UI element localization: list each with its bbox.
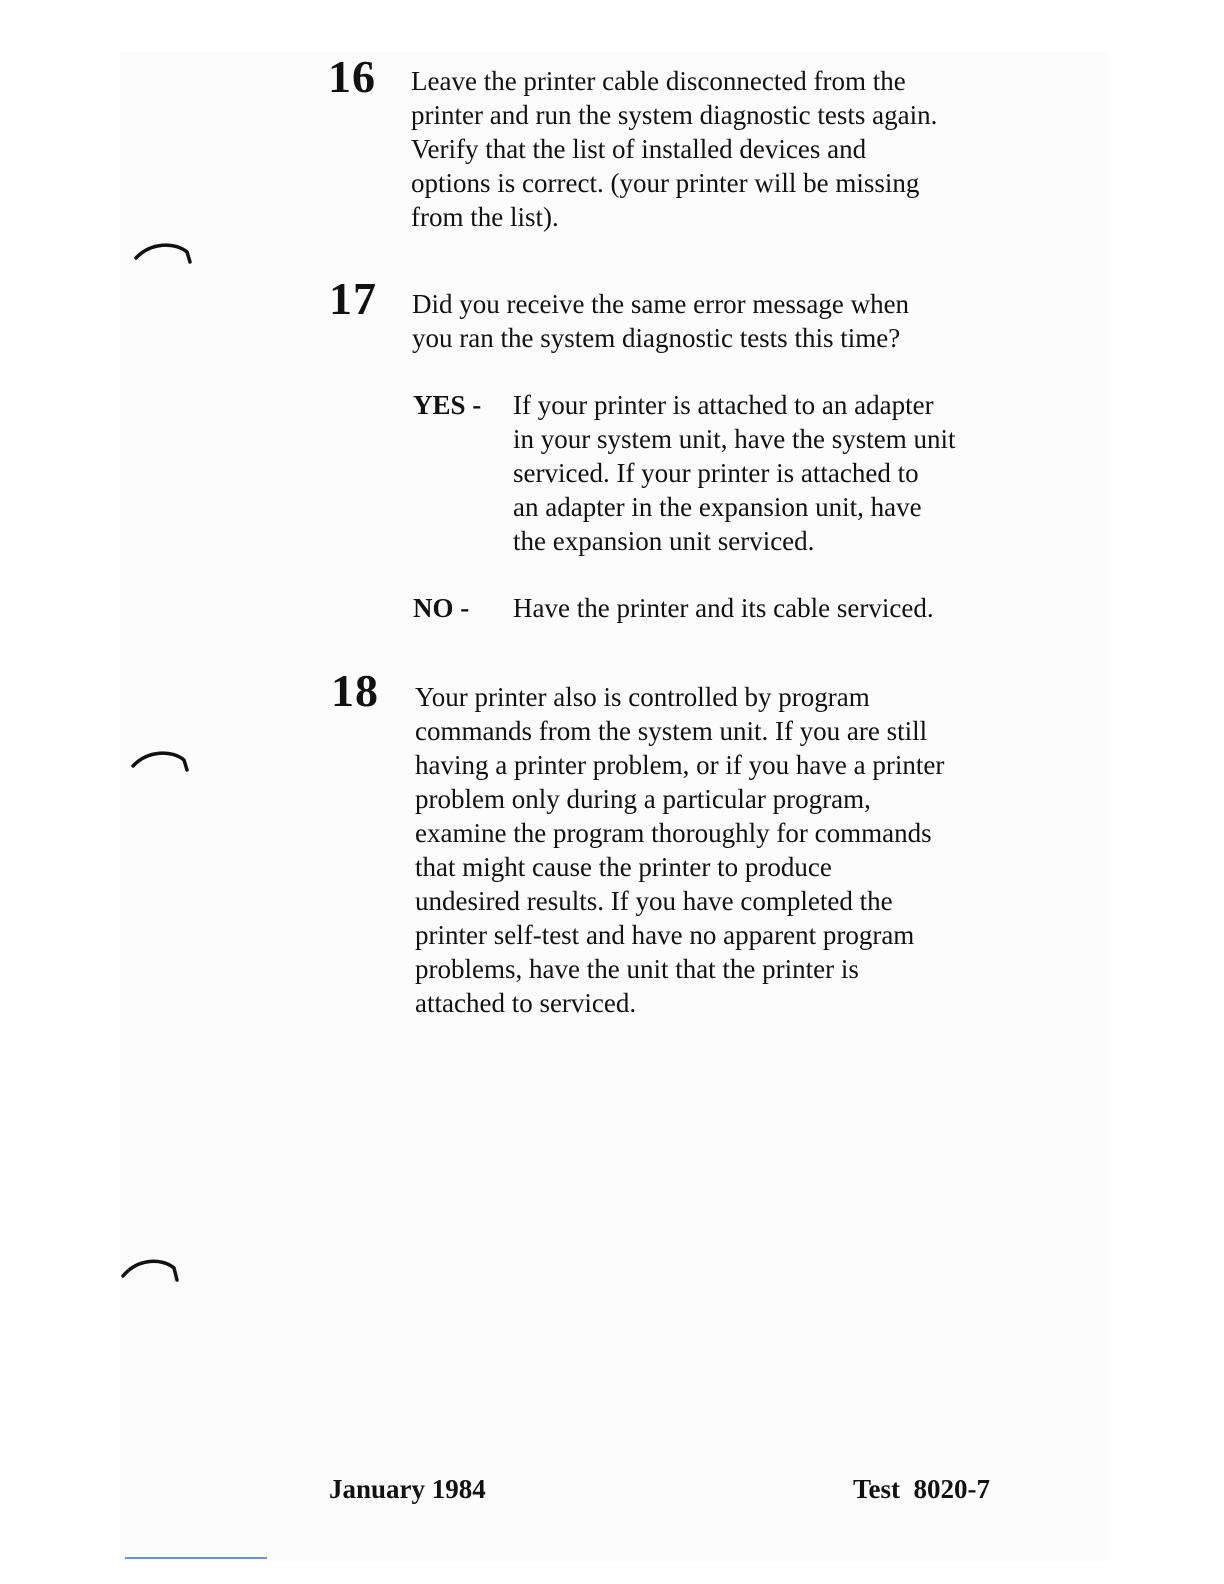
step-number: 16: [328, 51, 376, 102]
footer-date: January 1984: [329, 1474, 486, 1504]
text-line: attached to serviced.: [415, 988, 637, 1018]
text-line: Leave the printer cable disconnected from the: [411, 66, 906, 96]
text-line: in your system unit, have the system unit: [513, 424, 956, 454]
binder-hole-mark-icon: [130, 744, 190, 774]
text-line: an adapter in the expansion unit, have: [513, 492, 922, 522]
yes-option-label: YES -: [413, 390, 482, 420]
text-line: that might cause the printer to produce: [415, 852, 832, 882]
text-line: problems, have the unit that the printer is: [415, 954, 859, 984]
footer-page-reference: Test 8020-7: [853, 1474, 991, 1504]
text-line: you ran the system diagnostic tests this time?: [412, 323, 901, 353]
step-17-text: [412, 287, 909, 355]
text-line: problem only during a particular program,: [415, 784, 871, 814]
binder-hole-mark-icon: [133, 236, 193, 266]
scan-edge-rule: [125, 1557, 267, 1559]
text-line: the expansion unit serviced.: [513, 526, 815, 556]
text-line: undesired results. If you have completed the: [415, 886, 893, 916]
text-line: commands from the system unit. If you are still: [415, 716, 928, 746]
text-line: printer and run the system diagnostic tests again.: [411, 100, 938, 130]
text-line: options is correct. (your printer will be missing: [411, 168, 920, 198]
step-number: 18: [331, 665, 379, 716]
text-line: having a printer problem, or if you have a printer: [415, 750, 945, 780]
text-line: examine the program thoroughly for commands: [415, 818, 932, 848]
no-option-label: NO -: [413, 593, 470, 623]
yes-option-text: [513, 388, 955, 558]
text-line: printer self-test and have no apparent program: [415, 920, 915, 950]
text-line: Your printer also is controlled by program: [415, 682, 870, 712]
text-line: Have the printer and its cable serviced.: [513, 593, 934, 623]
step-18-text: [415, 680, 944, 1020]
no-option-text: [513, 591, 934, 625]
text-line: If your printer is attached to an adapter: [513, 390, 934, 420]
text-line: from the list).: [411, 202, 559, 232]
text-line: Verify that the list of installed devices and: [411, 134, 867, 164]
step-16-text: [411, 64, 937, 234]
text-line: Did you receive the same error message when: [412, 289, 910, 319]
binder-hole-mark-icon: [120, 1252, 180, 1282]
step-number: 17: [329, 273, 377, 324]
text-line: serviced. If your printer is attached to: [513, 458, 919, 488]
